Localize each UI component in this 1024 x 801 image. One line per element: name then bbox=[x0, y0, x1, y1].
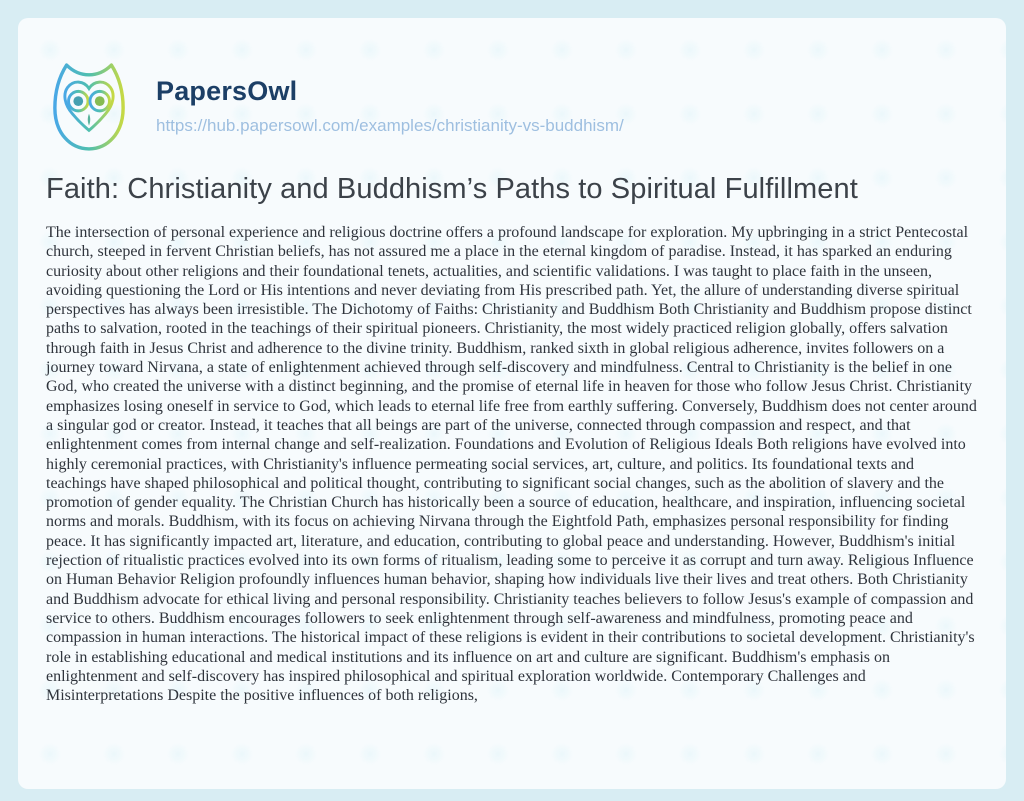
header bbox=[50, 60, 978, 152]
article-body: The intersection of personal experience and religious doctrine offers a profound landscape for exploration. My upbringing in a strict Pentecostal church, steeped in fervent Christian beliefs, has not assured me a place in the eternal kingdom of paradise. Instead, it has sparked an enduring curiosity about other religions and their foundational tenets, actualities, and scientific validations. I was taught to place faith in the unseen, avoiding questioning the Lord or His intentions and never deviating from His prescribed path. Yet, the allure of understanding diverse spiritual perspectives has always been irresistible. The Dichotomy of Faiths: Christianity and Buddhism Both Christianity and Buddhism propose distinct paths to salvation, rooted in the teachings of their spiritual pioneers. Christianity, the most widely practiced religion globally, offers salvation through faith in Jesus Christ and adherence to the divine trinity. Buddhism, ranked sixth in global religious adherence, invites followers on a journey toward Nirvana, a state of enlightenment achieved through self-discovery and mindfulness. Central to Christianity is the belief in one God, who created the universe with a distinct beginning, and the promise of eternal life in heaven for those who follow Jesus Christ. Christianity emphasizes losing oneself in service to God, which leads to eternal life free from earthly suffering. Conversely, Buddhism does not center around a singular god or creator. Instead, it teaches that all beings are part of the universe, connected through compassion and respect, and that enlightenment comes from internal change and self-realization. Foundations and Evolution of Religious Ideals Both religions have evolved into highly ceremonial practices, with Christianity's influence permeating social services, art, culture, and politics. Its foundational texts and teachings have shaped philosophical and political thought, contributing to significant social changes, such as the abolition of slavery and the promotion of gender equality. The Christian Church has historically been a source of education, healthcare, and inspiration, influencing societal norms and morals. Buddhism, with its focus on achieving Nirvana through the Eightfold Path, emphasizes personal responsibility for finding peace. It has significantly impacted art, literature, and education, contributing to global peace and understanding. However, Buddhism's initial rejection of ritualistic practices evolved into its own forms of ritualism, leading some to perceive it as corrupt and turn away. Religious Influence on Human Behavior Religion profoundly influences human behavior, shaping how individuals live their lives and treat others. Both Christianity and Buddhism advocate for ethical living and personal responsibility. Christianity teaches believers to follow Jesus's example of compassion and service to others. Buddhism encourages followers to seek enlightenment through self-awareness and mindfulness, promoting peace and compassion in human interactions. The historical impact of these religions is evident in their contributions to societal development. Christianity's role in establishing educational and medical institutions and its influence on art and culture are significant. Buddhism's emphasis on enlightenment and self-discovery has inspired philosophical and spiritual exploration worldwide. Contemporary Challenges and Misinterpretations Despite the positive influences of both religions, bbox=[46, 224, 977, 705]
article-card bbox=[18, 18, 1006, 789]
brand-block bbox=[156, 76, 624, 136]
page-title: Faith: Christianity and Buddhism’s Paths to Spiritual Fulfillment bbox=[46, 173, 858, 205]
source-url-link[interactable]: https://hub.papersowl.com/examples/christianity-vs-buddhism/ bbox=[156, 116, 624, 135]
brand-name: PapersOwl bbox=[156, 76, 298, 106]
papersowl-owl-icon bbox=[50, 60, 128, 152]
